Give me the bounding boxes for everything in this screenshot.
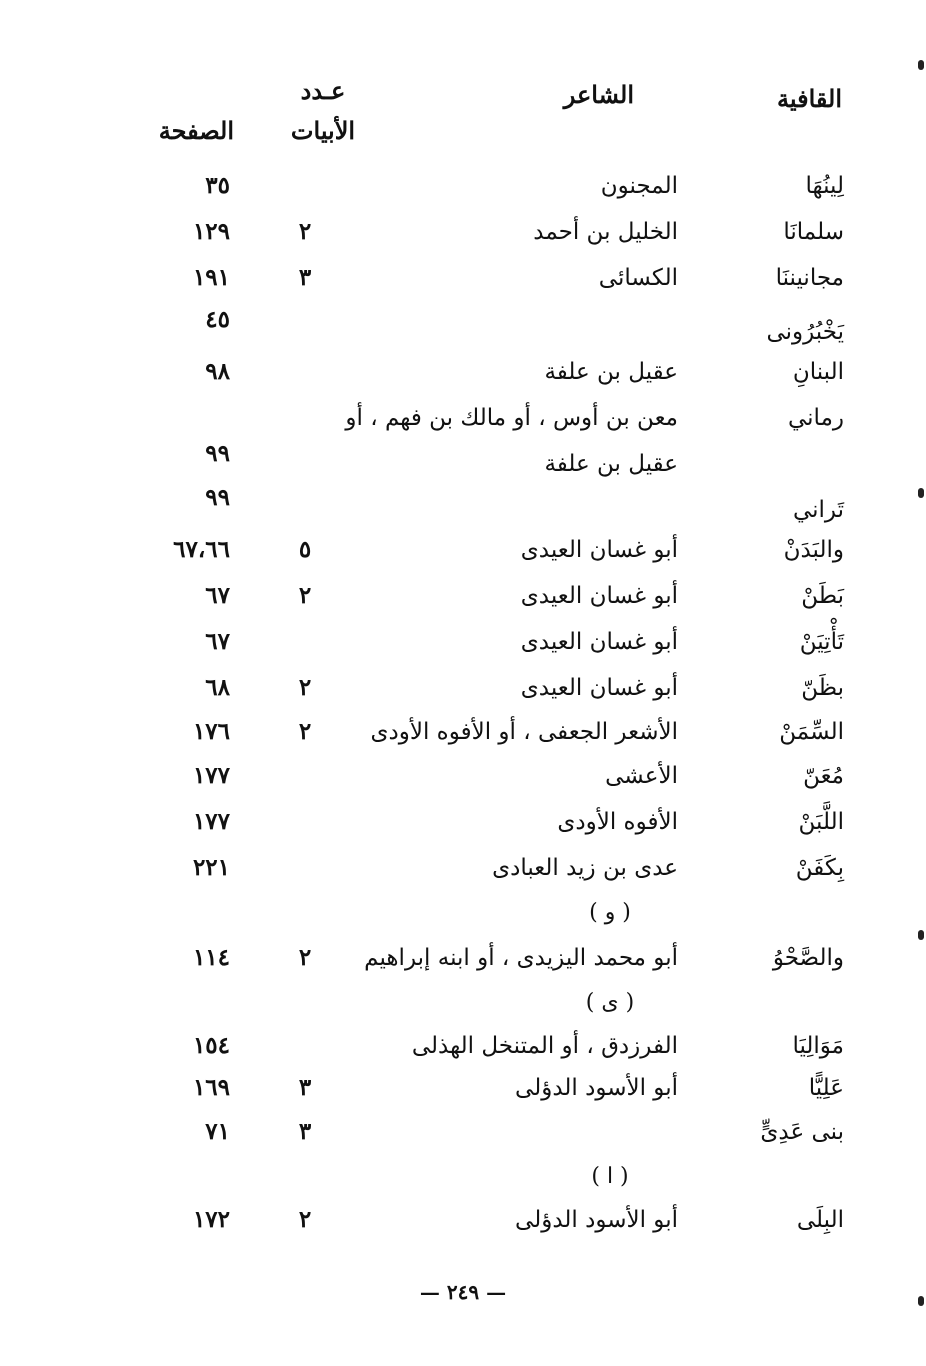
table-row	[0, 312, 926, 352]
qafiya-cell: يَخْبُرُونى	[766, 319, 844, 345]
page-number: — ٢٤٩ —	[419, 1280, 507, 1304]
page-cell: ١٦٩	[192, 1074, 230, 1101]
qafiya-cell: بنى عَدِىٍّ	[760, 1119, 844, 1145]
page-cell: ١٩١	[192, 264, 230, 291]
poet-cell: عدى بن زيد العبادى	[492, 855, 678, 881]
page-cell: ٦٧	[205, 628, 230, 655]
qafiya-cell: بِكَفَنْ	[795, 855, 844, 881]
poet-cell: الكسائى	[598, 265, 678, 291]
table-row	[0, 1112, 926, 1152]
page-cell: ١٧٧	[192, 762, 230, 789]
punch-mark	[918, 488, 924, 498]
page-cell: ٢٢١	[192, 854, 230, 881]
page-cell: ٦٧،٦٦	[173, 536, 230, 563]
qafiya-cell: عَلِيًّا	[808, 1075, 844, 1101]
count-cell: ٣	[298, 1074, 312, 1101]
poet-cell: أبو غسان العيدى	[520, 629, 678, 655]
page-cell: ٩٩	[205, 484, 230, 511]
page-cell: ١٢٩	[192, 218, 230, 245]
poet-cell: أبو غسان العيدى	[520, 675, 678, 701]
section-heading-ya: ( ى )	[585, 990, 635, 1015]
header-qafiya: القافية	[776, 84, 842, 113]
count-cell: ٢	[298, 944, 312, 971]
qafiya-cell: مجانيننَا	[775, 265, 844, 291]
count-cell: ٢	[298, 582, 312, 609]
qafiya-cell: تَراني	[792, 497, 844, 523]
section-heading-alif: ( ا )	[591, 1164, 629, 1189]
poet-cell: الأعشى	[605, 763, 678, 789]
count-cell: ٥	[298, 536, 312, 563]
qafiya-cell: بَطَنْ	[801, 583, 844, 609]
poet-cell: الأفوه الأودى	[557, 809, 678, 835]
poet-cell: الخليل بن أحمد	[533, 219, 678, 245]
header-count-line2: الأبيات	[290, 116, 356, 145]
punch-mark	[918, 930, 924, 940]
table-row	[0, 1026, 926, 1066]
poet-cell: الأشعر الجعفى ، أو الأفوه الأودى	[370, 719, 678, 745]
section-heading-waw: ( و )	[589, 900, 631, 925]
qafiya-cell: لِينُهَا	[805, 173, 844, 199]
page-cell: ٩٩	[205, 440, 230, 467]
page-cell: ٣٥	[205, 172, 230, 199]
punch-mark	[918, 1296, 924, 1306]
punch-mark	[918, 60, 924, 70]
table-row	[0, 398, 926, 438]
count-cell: ٣	[298, 1118, 312, 1145]
page-cell: ١٧٢	[192, 1206, 230, 1233]
count-cell: ٢	[298, 674, 312, 701]
poet-cell: أبو غسان العيدى	[520, 537, 678, 563]
page-cell: ١١٤	[192, 944, 230, 971]
poet-cell: الفرزدق ، أو المتنخل الهذلى	[411, 1033, 678, 1059]
table-row	[0, 576, 926, 616]
page-cell: ١٧٦	[192, 718, 230, 745]
qafiya-cell: اللَّبَنْ	[798, 809, 844, 835]
table-row	[0, 756, 926, 796]
qafiya-cell: البِلَى	[796, 1207, 844, 1233]
page-cell: ٦٨	[205, 674, 230, 701]
table-row	[0, 668, 926, 708]
page-cell: ٦٧	[205, 582, 230, 609]
table-row	[0, 802, 926, 842]
qafiya-cell: سلمانَا	[783, 219, 844, 245]
count-cell: ٣	[298, 264, 312, 291]
page-cell: ١٧٧	[192, 808, 230, 835]
count-cell: ٢	[298, 218, 312, 245]
qafiya-cell: السِّمَنْ	[779, 719, 844, 745]
qafiya-cell: والبَدَنْ	[783, 537, 844, 563]
table-row	[0, 212, 926, 252]
qafiya-cell: مُعَنّ	[803, 763, 844, 789]
table-row	[0, 622, 926, 662]
table-row	[0, 712, 926, 752]
poet-cell: أبو الأسود الدؤلى	[515, 1207, 678, 1233]
page-cell: ٤٥	[205, 306, 230, 333]
poet-cell: أبو غسان العيدى	[520, 583, 678, 609]
poet-cell: عقيل بن علفة	[544, 451, 678, 477]
qafiya-cell: رماني	[787, 405, 844, 431]
table-row	[0, 848, 926, 888]
header-poet: الشاعر	[563, 80, 634, 109]
header-count-line1: عـدد	[300, 76, 346, 105]
poet-cell: أبو الأسود الدؤلى	[515, 1075, 678, 1101]
poet-cell: المجنون	[600, 173, 678, 199]
qafiya-cell: البنانِ	[792, 359, 844, 385]
qafiya-cell: تَأْتِيَنْ	[799, 629, 844, 655]
poet-cell: أبو محمد اليزيدى ، أو ابنه إبراهيم	[364, 945, 678, 971]
count-cell: ٢	[298, 718, 312, 745]
table-row	[0, 530, 926, 570]
qafiya-cell: مَوَالِيَا	[792, 1033, 844, 1059]
qafiya-cell: والصَّحْوُ	[772, 945, 844, 971]
table-row	[0, 1068, 926, 1108]
page-cell: ١٥٤	[192, 1032, 230, 1059]
table-row	[0, 352, 926, 392]
page-cell: ٩٨	[205, 358, 230, 385]
table-row	[0, 1200, 926, 1240]
table-row	[0, 166, 926, 206]
poet-cell: عقيل بن علفة	[544, 359, 678, 385]
count-cell: ٢	[298, 1206, 312, 1233]
table-row	[0, 258, 926, 298]
table-row	[0, 938, 926, 978]
poet-cell: معن بن أوس ، أو مالك بن فهم ، أو	[345, 405, 678, 431]
header-page: الصفحة	[158, 116, 234, 145]
page-cell: ٧١	[205, 1118, 230, 1145]
table-row	[0, 490, 926, 530]
qafiya-cell: بظَنّ	[801, 675, 844, 701]
